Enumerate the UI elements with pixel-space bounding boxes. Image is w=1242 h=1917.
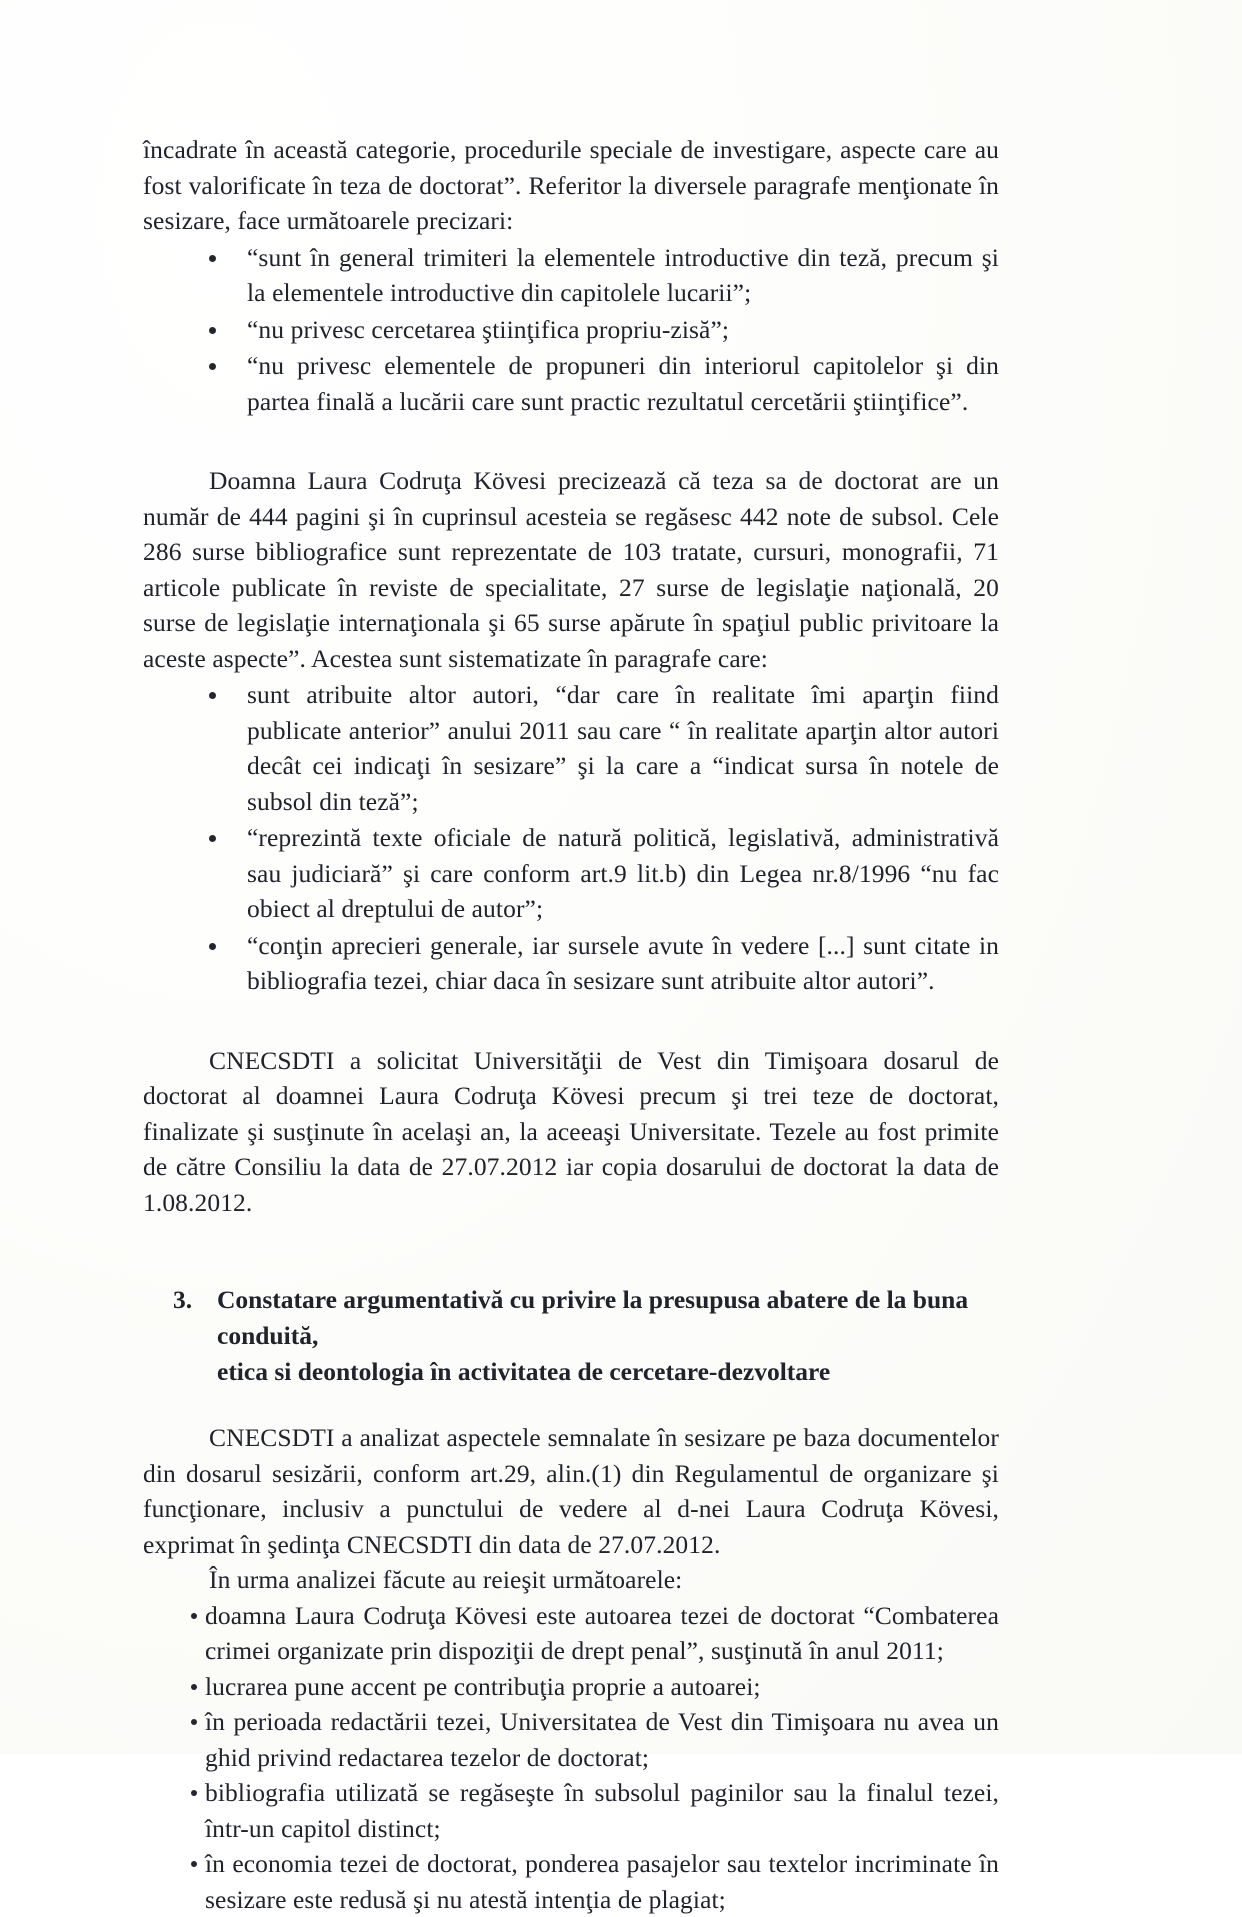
finding-text: lucrarea pune accent pe contribuţia proprie a autoarei; <box>205 1671 761 1701</box>
section-number: 3. <box>173 1285 193 1314</box>
bullet-dot-icon <box>209 835 216 842</box>
list-item-text: “conţin aprecieri generale, iar sursele avute în vedere [...] sunt citate in bibliografia tezei, chiar daca în sesizare sunt atribuite altor autori”. <box>247 930 999 995</box>
bullet-dot-icon <box>191 1790 197 1796</box>
finding-item <box>143 1846 999 1917</box>
list-item-text: “sunt în general trimiteri la elementele introductive din teză, precum şi la elementele introductive din capitolele lucarii”; <box>247 242 999 307</box>
list-item <box>187 820 999 927</box>
list-item-text: “reprezintă texte oficiale de natură politică, legislativă, administrativă sau judiciară” şi care conform art.9 lit.b) din Legea nr.8/1996 “nu fac obiect al dreptului de autor”; <box>247 823 999 923</box>
list-item-text: “nu privesc elementele de propuneri din interiorul capitolelor şi din partea finală a lucării care sunt practic rezultatul cercetării ştiinţifice”. <box>247 351 999 416</box>
paragraph-cnecsdti-request: CNECSDTI a solicitat Universităţii de Vest din Timişoara dosarul de doctorat al doamnei Laura Codruţa Kövesi precum şi trei teze de doctorat, finalizate şi susţinute în acelaşi an, la aceeaşi Universitate. Tezele au fost primite de către Consiliu la data de 27.07.2012 iar copia dosarului de doctorat la data de 1.08.2012. <box>143 1045 999 1217</box>
finding-text: doamna Laura Codruţa Kövesi este autoarea tezei de doctorat “Combaterea crimei organizate prin dispoziţii de drept penal”, susţinută în anul 2011; <box>205 1600 999 1665</box>
finding-text: bibliografia utilizată se regăseşte în subsolul paginilor sau la finalul tezei, într-un capitol distinct; <box>205 1778 999 1843</box>
finding-item <box>143 1775 999 1846</box>
list-item <box>187 312 999 348</box>
list-item-text: sunt atribuite altor autori, “dar care în realitate îmi aparţin fiind publicate anterior” anului 2011 sau care “ în realitate aparţin altor autori decât cei indicaţi în sesizare” şi la care a “indicat sursa în notele de subsol din teză”; <box>247 680 999 816</box>
finding-text: în economia tezei de doctorat, ponderea pasajelor sau textelor incriminate în sesizare este redusă şi nu atestă intenţia de plagiat; <box>205 1849 999 1914</box>
spacer <box>143 419 999 463</box>
bullet-dot-icon <box>191 1719 197 1725</box>
spacer <box>143 999 999 1043</box>
bullet-dot-icon <box>209 943 216 950</box>
paragraph-opening: încadrate în această categorie, procedurile speciale de investigare, aspecte care au fost valorificate în teza de doctorat”. Referitor la diversele paragrafe menţionate în sesizare, face următoarele precizari: <box>143 135 999 235</box>
bullet-list-precizari <box>143 240 999 420</box>
list-item-text: “nu privesc cercetarea ştiinţifica propriu-zisă”; <box>247 314 730 344</box>
spacer <box>143 1220 999 1282</box>
section-heading-3 <box>173 1282 999 1390</box>
bullet-dot-icon <box>191 1613 197 1619</box>
paragraph-cnecsdti-analysis: CNECSDTI a analizat aspectele semnalate în sesizare pe baza documentelor din dosarul sesizării, conform art.29, alin.(1) din Regulamentul de organizare şi funcţionare, inclusiv a punctului de vedere al d-nei Laura Codruţa Kövesi, exprimat în şedinţa CNECSDTI din data de 27.07.2012. <box>143 1423 999 1559</box>
paragraph-kovesi-statistics: Doamna Laura Codruţa Kövesi precizează că teza sa de doctorat are un număr de 444 pagini şi în cuprinsul acesteia se regăsesc 442 note de subsol. Cele 286 surse bibliografice sunt reprezentate de 103 tratate, cursuri, monografii, 71 articole publicate în reviste de specialitate, 27 surse de legislaţie naţională, 20 surse de legislaţie internaţionala şi 65 surse apărute în spaţiul public privitoare la aceste aspecte”. Acestea sunt sistematizate în paragrafe care: <box>143 466 999 673</box>
spacer <box>143 1390 999 1420</box>
section-title-line-2: etica si deontologia în activitatea de cercetare-dezvoltare <box>217 1357 831 1386</box>
bullet-dot-icon <box>209 255 216 262</box>
bullet-list-paragrafe <box>143 677 999 999</box>
bullet-dot-icon <box>191 1684 197 1690</box>
finding-text: în perioada redactării tezei, Universitatea de Vest din Timişoara nu avea un ghid privind redactarea tezelor de doctorat; <box>205 1707 999 1772</box>
section-title-line-1: Constatare argumentativă cu privire la presupusa abatere de la buna conduită, <box>217 1285 969 1350</box>
bullet-dot-icon <box>209 363 216 370</box>
section-title <box>217 1282 999 1390</box>
document-body <box>143 132 999 1917</box>
list-item <box>187 240 999 311</box>
paragraph-analysis-intro: În urma analizei făcute au reieşit următoarele: <box>209 1565 683 1594</box>
list-item <box>187 348 999 419</box>
list-item <box>187 928 999 999</box>
bullet-dot-icon <box>209 327 216 334</box>
finding-item <box>143 1598 999 1669</box>
finding-item <box>143 1704 999 1775</box>
list-item <box>187 677 999 819</box>
finding-item <box>143 1669 999 1705</box>
bullet-dot-icon <box>191 1861 197 1867</box>
bullet-dot-icon <box>209 692 216 699</box>
